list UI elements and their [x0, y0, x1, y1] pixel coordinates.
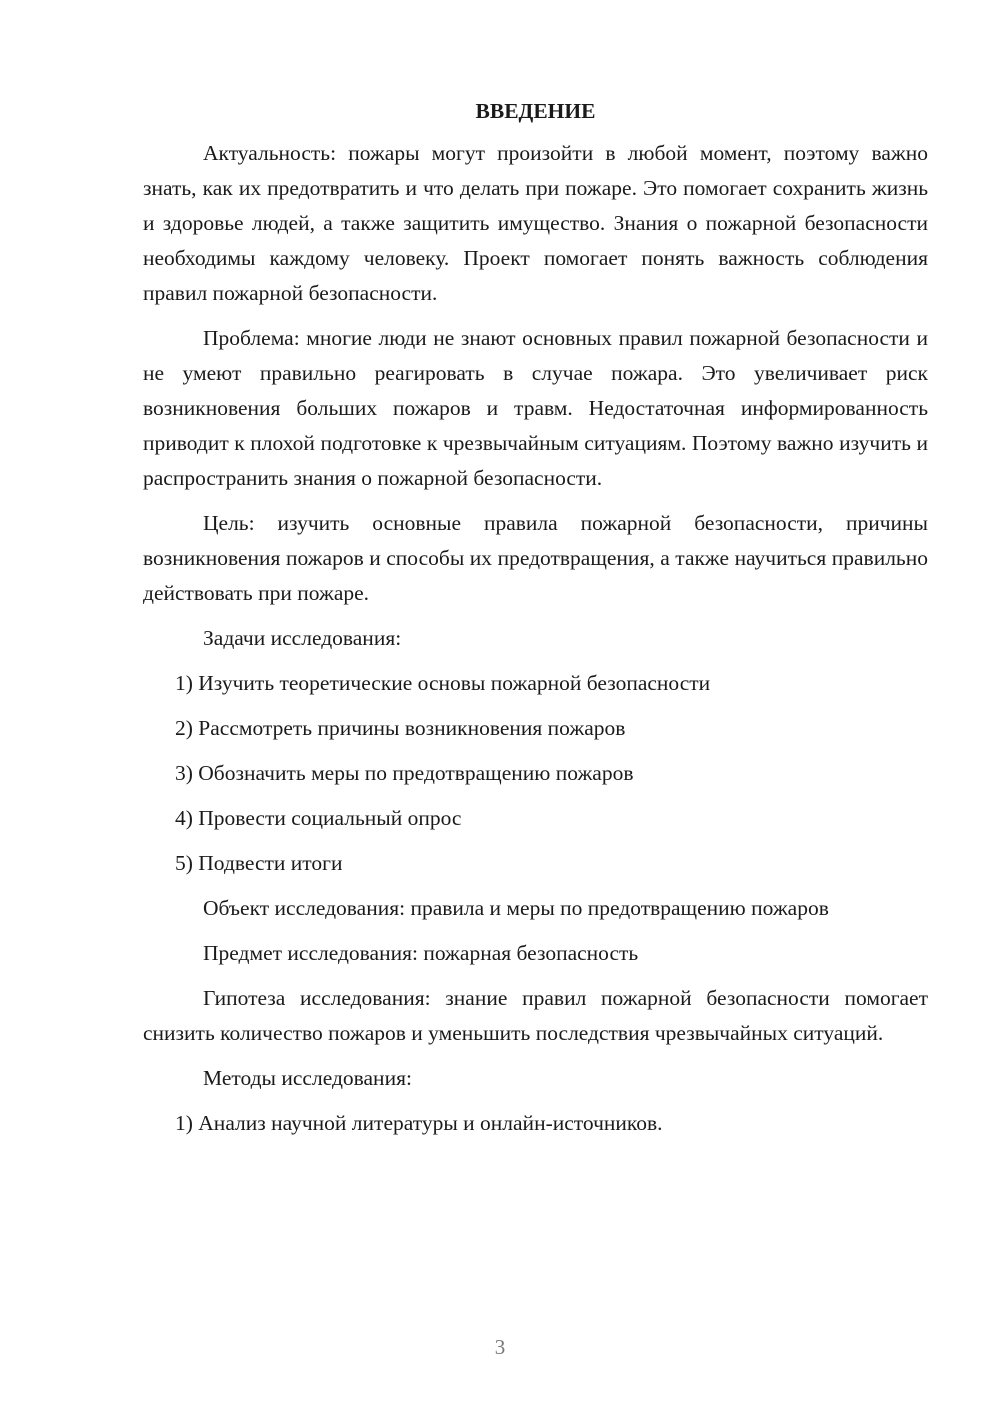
- method-item: 1) Анализ научной литературы и онлайн-источников.: [175, 1111, 663, 1135]
- hypothesis-paragraph: Гипотеза исследования: знание правил пожарной безопасности помогает снизить количество пожаров и уменьшить последствия чрезвычайных ситуаций.: [143, 986, 928, 1045]
- task-item: 2) Рассмотреть причины возникновения пожаров: [175, 716, 626, 740]
- task-item: 3) Обозначить меры по предотвращению пожаров: [175, 761, 634, 785]
- tasks-label: Задачи исследования:: [203, 626, 402, 650]
- task-item: 4) Провести социальный опрос: [175, 806, 462, 830]
- methods-label: Методы исследования:: [203, 1066, 412, 1090]
- subject-paragraph: Предмет исследования: пожарная безопасность: [203, 941, 639, 965]
- goal-paragraph: Цель: изучить основные правила пожарной безопасности, причины возникновения пожаров и способы их предотвращения, а также научиться правильно действовать при пожаре.: [143, 511, 928, 605]
- relevance-paragraph: Актуальность: пожары могут произойти в любой момент, поэтому важно знать, как их предотвратить и что делать при пожаре. Это помогает сохранить жизнь и здоровье людей, а также защитить имущество. Знания о пожарной безопасности необходимы каждому человеку. Проект помогает понять важность соблюдения правил пожарной безопасности.: [143, 141, 928, 305]
- task-item: 1) Изучить теоретические основы пожарной безопасности: [175, 671, 711, 695]
- section-title: ВВЕДЕНИЕ: [475, 99, 596, 123]
- document-page: [143, 96, 928, 1151]
- problem-paragraph: Проблема: многие люди не знают основных правил пожарной безопасности и не умеют правильно реагировать в случае пожара. Это увеличивает риск возникновения больших пожаров и травм. Недостаточная информированность приводит к плохой подготовке к чрезвычайным ситуациям. Поэтому важно изучить и распространить знания о пожарной безопасности.: [143, 326, 928, 490]
- methods-list: [143, 1106, 928, 1141]
- object-paragraph: Объект исследования: правила и меры по предотвращению пожаров: [203, 896, 829, 920]
- task-item: 5) Подвести итоги: [175, 851, 343, 875]
- tasks-list: [143, 666, 928, 881]
- page-number: 3: [494, 1335, 506, 1359]
